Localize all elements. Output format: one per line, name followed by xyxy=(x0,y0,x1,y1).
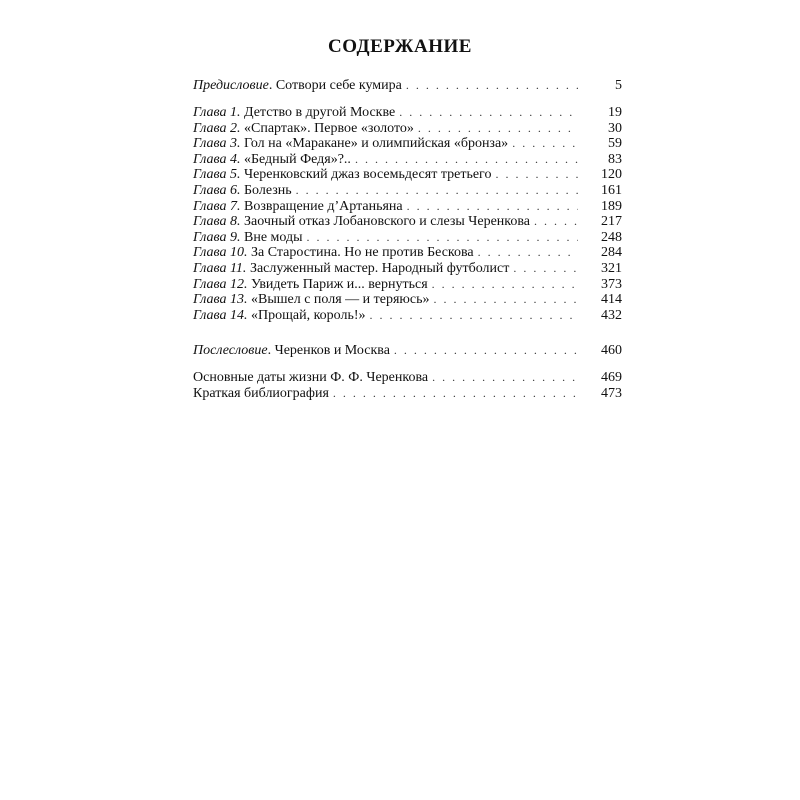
toc-entry-prefix: Послесловие xyxy=(193,343,268,358)
toc-entry-page-number: 473 xyxy=(601,385,622,401)
toc-entry-prefix: Глава 4. xyxy=(193,151,241,167)
dot-leader xyxy=(432,370,578,386)
toc-entry-label xyxy=(193,245,474,261)
dot-leader xyxy=(495,167,578,183)
toc-entry-label xyxy=(193,152,351,168)
dot-leader xyxy=(433,292,578,308)
toc-entry-prefix: Глава 1. xyxy=(193,105,241,120)
toc-entry-page-number: 469 xyxy=(601,370,622,385)
toc-entry-prefix: Глава 14. xyxy=(193,307,248,323)
toc-entry-label xyxy=(193,121,414,137)
page-title: СОДЕРЖАНИЕ xyxy=(328,36,472,57)
toc-entry-title: Вне моды xyxy=(240,229,303,245)
toc-entry-label xyxy=(193,214,530,230)
dot-leader xyxy=(355,152,578,168)
dot-leader xyxy=(407,199,578,215)
dot-leader xyxy=(418,121,578,137)
dot-leader xyxy=(512,136,578,152)
toc-entry-bibliography xyxy=(193,386,622,402)
toc-entry-title: Заслуженный мастер. Народный футболист xyxy=(246,260,510,276)
toc-entry-prefix: Глава 10. xyxy=(193,245,248,261)
toc-entry-title: «Вышел с поля — и теряюсь» xyxy=(247,292,430,308)
toc-entry-page-number: 248 xyxy=(601,229,622,245)
dot-leader xyxy=(399,105,578,121)
dot-leader xyxy=(296,183,578,199)
dot-leader xyxy=(534,214,578,230)
toc-entry-chronology xyxy=(193,370,622,386)
toc-entry-title: . Черенков и Москва xyxy=(267,343,390,358)
toc-entry-page-number: 161 xyxy=(601,182,622,198)
toc-entry-title: Черенковский джаз восемьдесят третьего xyxy=(240,167,492,183)
toc-entry-page-number: 59 xyxy=(608,136,622,152)
toc-entry-prefix: Глава 9. xyxy=(193,229,241,245)
toc-entry-chapter-1 xyxy=(193,105,622,121)
toc-entry-chapter-9 xyxy=(193,230,622,246)
toc-entry-page-number: 19 xyxy=(608,105,622,120)
toc-entry-title: Гол на «Маракане» и олимпийская «бронза» xyxy=(240,136,509,152)
toc-entry-prefix: Глава 5. xyxy=(193,167,241,183)
toc-entry-prefix: Глава 7. xyxy=(193,198,241,214)
toc-entry-title: Заочный отказ Лобановского и слезы Черенкова xyxy=(240,214,531,230)
toc-entry-title: За Старостина. Но не против Бескова xyxy=(247,245,474,261)
toc-entry-page-number: 321 xyxy=(601,260,622,276)
toc-entry-label xyxy=(193,230,303,246)
toc-appendix-group xyxy=(193,370,622,401)
toc-entry-afterword xyxy=(193,343,622,359)
toc-preface-group xyxy=(193,78,622,94)
toc-entry-prefix: Глава 2. xyxy=(193,120,241,136)
toc-entry-page-number: 83 xyxy=(608,151,622,167)
toc-entry-page-number: 30 xyxy=(608,120,622,136)
toc-entry-label xyxy=(193,105,395,121)
dot-leader xyxy=(370,308,578,324)
toc-entry-chapter-2 xyxy=(193,121,622,137)
toc-entry-title: «Бедный Федя»?.. xyxy=(240,151,351,167)
dot-leader xyxy=(333,386,578,402)
toc-entry-chapter-7 xyxy=(193,199,622,215)
toc-entry-chapter-6 xyxy=(193,183,622,199)
dot-leader xyxy=(394,343,578,359)
dot-leader xyxy=(432,277,578,293)
dot-leader xyxy=(478,245,578,261)
toc-entry-page-number: 217 xyxy=(601,214,622,230)
toc-entry-prefix: Глава 13. xyxy=(193,292,248,308)
toc-entry-prefix: Глава 8. xyxy=(193,214,241,230)
toc-entry-chapter-13 xyxy=(193,292,622,308)
dot-leader xyxy=(406,78,578,94)
toc-entry-page-number: 189 xyxy=(601,198,622,214)
toc-entry-chapter-3 xyxy=(193,136,622,152)
toc-entry-chapter-10 xyxy=(193,245,622,261)
toc-entry-label xyxy=(193,136,508,152)
toc-entry-chapter-12 xyxy=(193,277,622,293)
toc-entry-chapter-8 xyxy=(193,214,622,230)
toc-entry-prefix: Глава 3. xyxy=(193,136,241,152)
toc-entry-title: Увидеть Париж и... вернуться xyxy=(247,276,428,292)
toc-entry-page-number: 460 xyxy=(601,343,622,358)
toc-entry-label xyxy=(193,292,429,308)
toc-entry-chapter-14 xyxy=(193,308,622,324)
toc-entry-title: Основные даты жизни Ф. Ф. Черенкова xyxy=(193,370,429,385)
toc-entry-chapter-5 xyxy=(193,167,622,183)
toc-entry-title: Возвращение д’Артаньяна xyxy=(240,198,403,214)
toc-entry-label xyxy=(193,277,428,293)
toc-entry-chapter-4 xyxy=(193,152,622,168)
toc-entry-title: «Прощай, король!» xyxy=(247,307,366,323)
toc-entry-page-number: 373 xyxy=(601,276,622,292)
toc-entry-title: . Сотвори себе кумира xyxy=(268,78,402,93)
toc-entry-prefix: Глава 11. xyxy=(193,260,247,276)
toc-entry-chapter-11 xyxy=(193,261,622,277)
toc-entry-prefix: Глава 12. xyxy=(193,276,248,292)
toc-entry-page-number: 5 xyxy=(615,78,622,93)
toc-entry-label xyxy=(193,261,509,277)
toc-entry-page-number: 414 xyxy=(601,292,622,308)
toc-entry-page-number: 120 xyxy=(601,167,622,183)
toc-entry-title: Краткая библиография xyxy=(193,385,329,401)
dot-leader xyxy=(307,230,578,246)
toc-entry-label xyxy=(193,183,292,199)
toc-entry-label xyxy=(193,308,366,324)
toc-entry-label xyxy=(193,343,390,359)
toc-chapters-group xyxy=(193,105,622,323)
toc-entry-label xyxy=(193,199,403,215)
toc-afterword-group xyxy=(193,343,622,359)
dot-leader xyxy=(513,261,578,277)
toc-entry-page-number: 284 xyxy=(601,245,622,261)
toc-entry-label xyxy=(193,78,402,94)
toc-entry-label xyxy=(193,167,491,183)
toc-entry-title: «Спартак». Первое «золото» xyxy=(240,120,414,136)
toc-entry-title: Детство в другой Москве xyxy=(240,105,396,120)
toc-entry-preface xyxy=(193,78,622,94)
toc-entry-title: Болезнь xyxy=(240,182,292,198)
toc-entry-prefix: Предисловие xyxy=(193,78,269,93)
toc-entry-page-number: 432 xyxy=(601,307,622,323)
toc-entry-prefix: Глава 6. xyxy=(193,182,241,198)
